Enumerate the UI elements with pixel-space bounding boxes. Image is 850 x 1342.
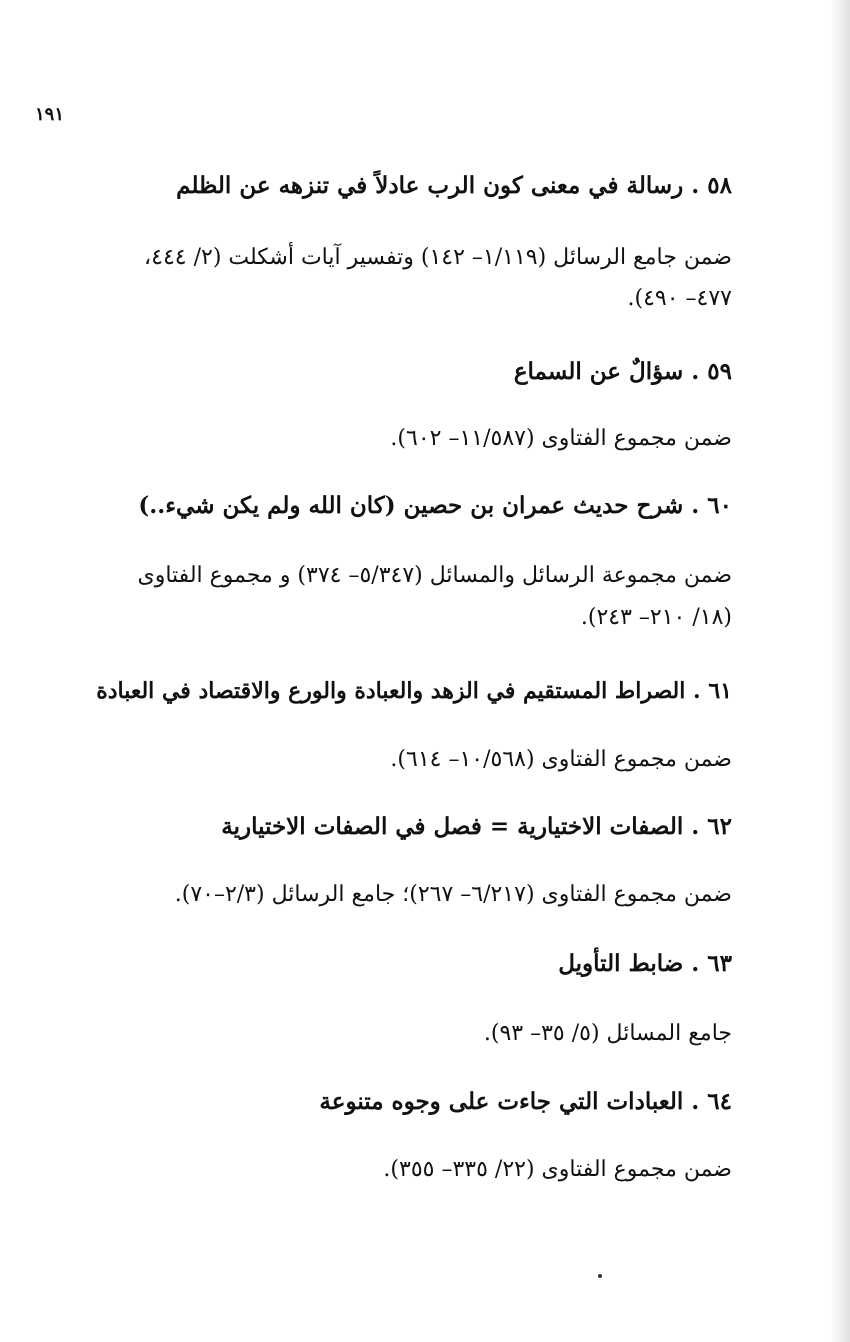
stray-ink-dot	[598, 1274, 602, 1278]
entry-58-source-line-1: ضمن جامع الرسائل (١/١١٩– ١٤٢) وتفسير آيات أشكلت (٢/ ٤٤٤،	[144, 245, 732, 270]
entry-62-source-line-1: ضمن مجموع الفتاوى (٦/٢١٧– ٢٦٧)؛ جامع الرسائل (٢/٣–٧٠).	[174, 882, 732, 907]
entry-63-source-line-1: جامع المسائل (٥/ ٣٥– ٩٣).	[483, 1021, 732, 1046]
entry-58-title: ٥٨ . رسالة في معنى كون الرب عادلاً في تنزهه عن الظلم	[176, 172, 732, 199]
entry-60-source-line-1: ضمن مجموعة الرسائل والمسائل (٥/٣٤٧– ٣٧٤) و مجموع الفتاوى	[137, 563, 732, 588]
entry-59-source-line-1: ضمن مجموع الفتاوى (١١/٥٨٧– ٦٠٢).	[390, 426, 732, 451]
page-number: ١٩١	[35, 104, 65, 125]
entry-61-title: ٦١ . الصراط المستقيم في الزهد والعبادة والورع والاقتصاد في العبادة	[96, 678, 732, 704]
entry-61-source-line-1: ضمن مجموع الفتاوى (١٠/٥٦٨– ٦١٤).	[390, 747, 732, 772]
entry-60-source-line-2: (١٨/ ٢١٠– ٢٤٣).	[580, 605, 732, 630]
entry-59-title: ٥٩ . سؤالٌ عن السماع	[513, 358, 732, 385]
entry-64-title: ٦٤ . العبادات التي جاءت على وجوه متنوعة	[319, 1088, 732, 1115]
entry-58-source-line-2: ٤٧٧– ٤٩٠).	[627, 286, 732, 311]
entry-64-source-line-1: ضمن مجموع الفتاوى (٢٢/ ٣٣٥– ٣٥٥).	[383, 1157, 732, 1182]
entry-62-title: ٦٢ . الصفات الاختيارية = فصل في الصفات الاختيارية	[221, 813, 732, 840]
entry-60-title: ٦٠ . شرح حديث عمران بن حصين (كان الله ولم يكن شيء..)	[138, 492, 732, 519]
page-edge-shadow	[830, 0, 850, 1342]
entry-63-title: ٦٣ . ضابط التأويل	[558, 950, 732, 977]
